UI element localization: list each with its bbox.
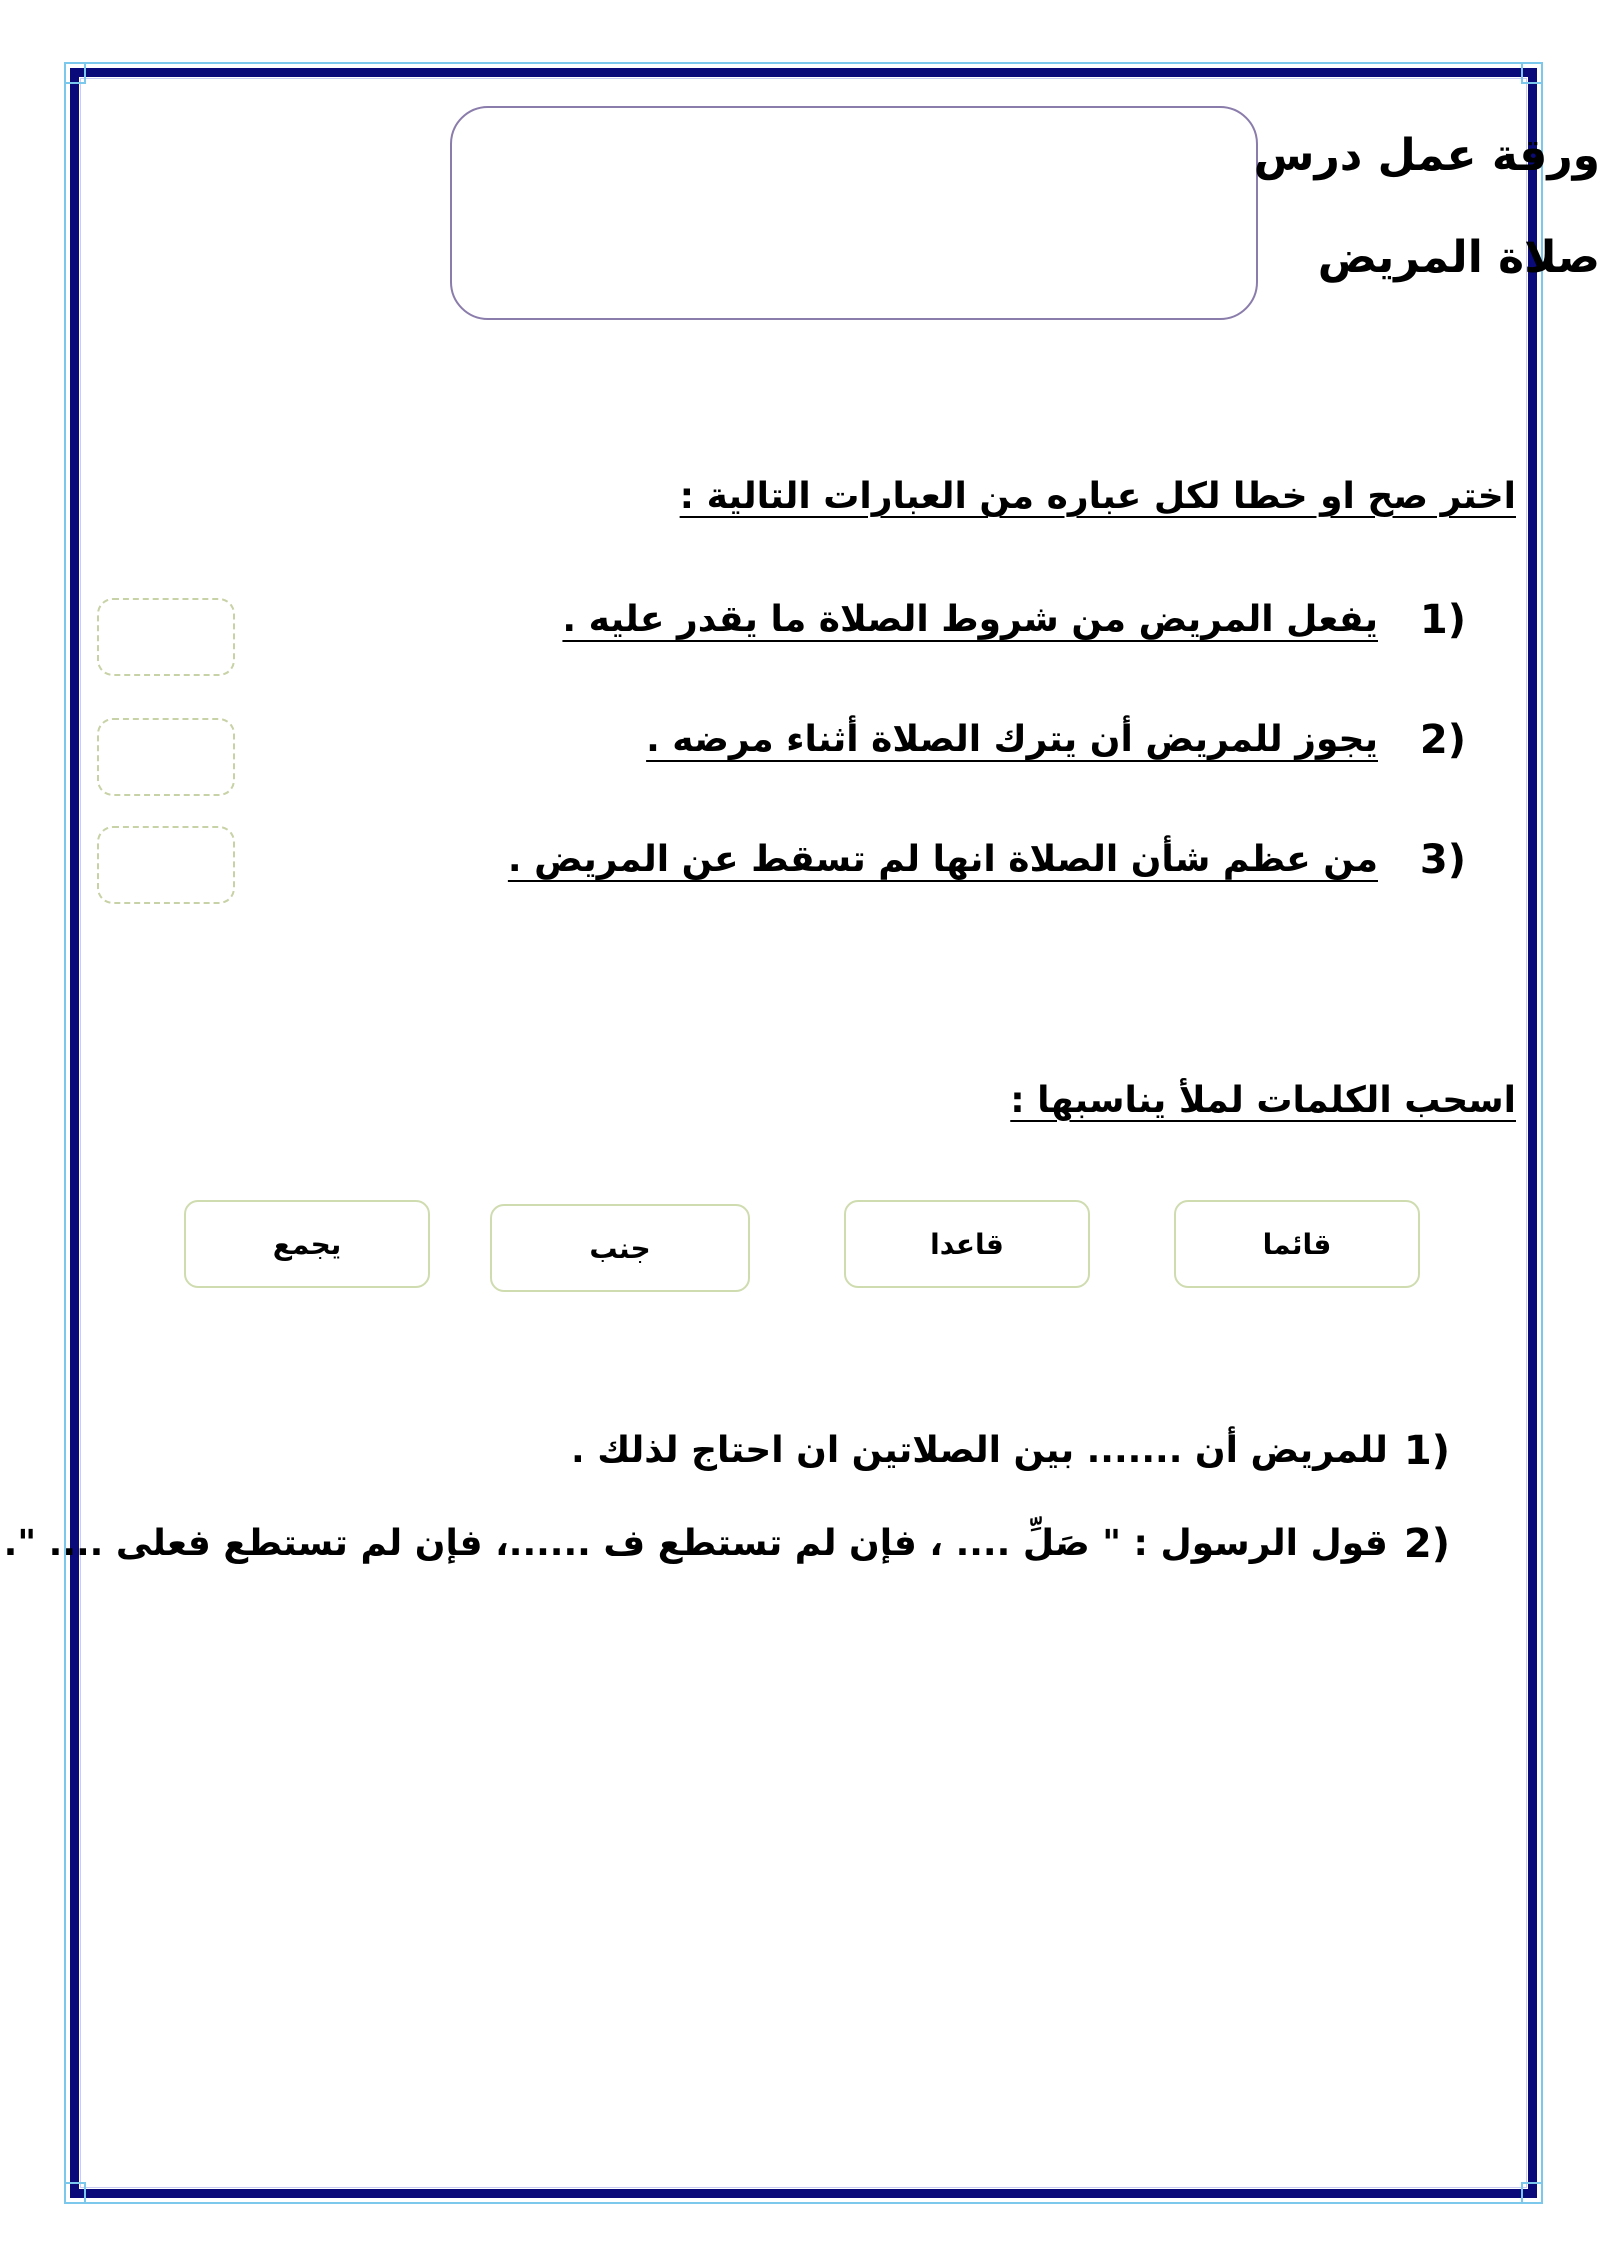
statement-text: من عظم شأن الصلاة انها لم تسقط عن المريض .	[507, 839, 1378, 880]
fill-blank-sentence	[4, 1518, 1450, 1570]
true-false-item	[562, 594, 1466, 646]
statement-text: يفعل المريض من شروط الصلاة ما يقدر عليه .	[562, 599, 1378, 640]
fill-blank-sentence	[571, 1425, 1450, 1477]
border-corner-ornament	[1521, 62, 1543, 84]
border-corner-ornament	[64, 62, 86, 84]
border-corner-ornament	[1521, 2182, 1543, 2204]
sentence-text: قول الرسول : " صَلِّ .... ، فإن لم تستطع ف ......، فإن لم تستطع فعلى .... ".	[3, 1523, 1388, 1564]
word-chip-sitting[interactable]: قاعدا	[844, 1200, 1090, 1288]
item-number: 1)	[1419, 597, 1466, 643]
drag-words-heading: اسحب الكلمات لملأ يناسبها :	[1010, 1080, 1516, 1121]
item-number: 2)	[1419, 717, 1466, 763]
border-corner-ornament	[64, 2182, 86, 2204]
answer-drop-box-1[interactable]	[97, 598, 235, 676]
true-false-item	[508, 834, 1466, 886]
lesson-title: صلاة المريض	[1317, 232, 1600, 283]
sentence-text: للمريض أن ....... بين الصلاتين ان احتاج لذلك .	[571, 1430, 1388, 1471]
true-false-heading: اختر صح او خطا لكل عباره من العبارات التالية :	[679, 476, 1516, 517]
answer-drop-box-3[interactable]	[97, 826, 235, 904]
worksheet-title: ورقة عمل درس	[1253, 130, 1600, 181]
answer-drop-box-2[interactable]	[97, 718, 235, 796]
item-number: 2)	[1403, 1521, 1450, 1567]
page-border-inner	[80, 78, 1527, 2188]
word-chip-side[interactable]: جنب	[490, 1204, 750, 1292]
word-chip-combine[interactable]: يجمع	[184, 1200, 430, 1288]
item-number: 3)	[1419, 837, 1466, 883]
true-false-item	[646, 714, 1466, 766]
word-chip-standing[interactable]: قائما	[1174, 1200, 1420, 1288]
statement-text: يجوز للمريض أن يترك الصلاة أثناء مرضه .	[646, 719, 1378, 760]
item-number: 1)	[1403, 1428, 1450, 1474]
